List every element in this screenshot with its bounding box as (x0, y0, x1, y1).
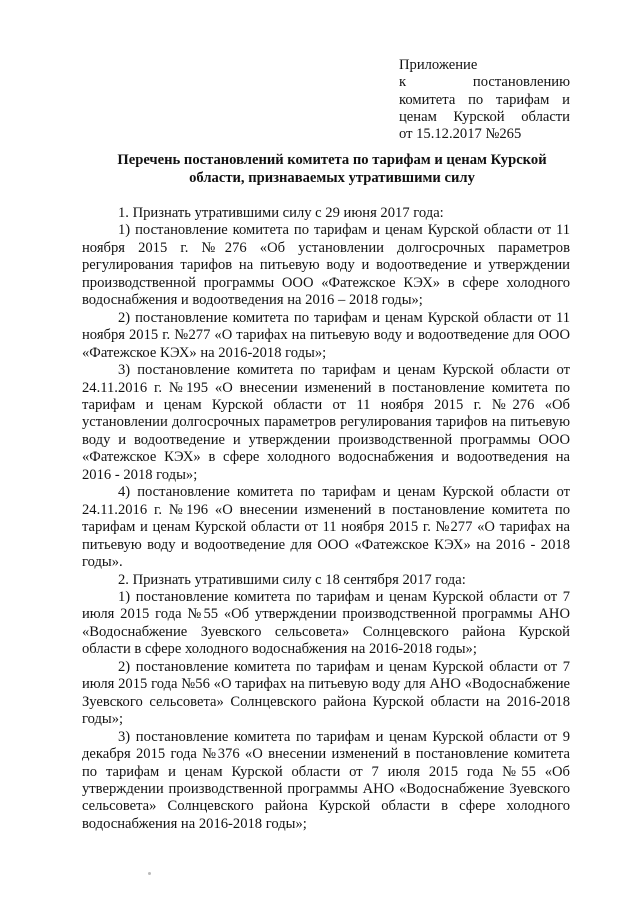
section-1-item-3: 3) постановление комитета по тарифам и ценам Курской области от 24.11.2016 г. №195 «О внесении изменений в постановление комитета по тарифам и ценам Курской области от 11 ноября 2015 г. №276 «Об установлении долгосрочных параметров регулирования тарифов на питьевую воду и водоотведение и утверждении производственной программы ООО «Фатежское КЭХ» в сфере холодного водоснабжения и водоотведения на 2016 - 2018 годы»; (82, 362, 570, 483)
document-body (82, 205, 570, 833)
appendix-line-1: Приложение (399, 57, 478, 73)
section-1-item-1: 1) постановление комитета по тарифам и ценам Курской области от 11 ноября 2015 г. №276 «Об установлении долгосрочных параметров регулирования тарифов на питьевую воду и водоотведение и утверждении производственной программы ООО «Фатежское КЭХ» в сфере холодного водоснабжения и водоотведения на 2016 – 2018 годы»; (82, 222, 570, 309)
appendix-line-3: комитета по тарифам и (399, 91, 570, 108)
appendix-line-2a: к (399, 74, 407, 91)
appendix-line-2 (399, 74, 570, 91)
section-2-item-3: 3) постановление комитета по тарифам и ценам Курской области от 9 декабря 2015 года №376 «О внесении изменений в постановление комитета по тарифам и ценам Курской области от 7 июля 2015 года №55 «Об утверждении производственной программы АНО «Водоснабжение Зуевского сельсовета» Солнцевского района Курской области в сфере холодного водоснабжения на 2016-2018 годы»; (82, 728, 570, 832)
title-line-2: области, признаваемых утратившими силу (189, 169, 475, 186)
section-1-item-4: 4) постановление комитета по тарифам и ценам Курской области от 24.11.2016 г. №196 «О внесении изменений в постановление комитета по тарифам и ценам Курской области от 11 ноября 2015 г. №277 «О тарифах на питьевую воду и водоотведение для ООО «Фатежское КЭХ» на 2016 - 2018 годы». (82, 484, 570, 571)
appendix-line-4: ценам Курской области (399, 108, 570, 125)
section-2-heading: 2. Признать утратившими силу с 18 сентября 2017 года: (118, 571, 466, 588)
title-line-1: Перечень постановлений комитета по тарифам и ценам Курской (117, 152, 547, 168)
section-1-item-2: 2) постановление комитета по тарифам и ценам Курской области от 11 ноября 2015 г. №277 «О тарифах на питьевую воду и водоотведение для ООО «Фатежское КЭХ» на 2016-2018 годы»; (82, 309, 570, 361)
section-1-heading: 1. Признать утратившими силу с 29 июня 2017 года: (118, 205, 444, 221)
document-title (82, 152, 582, 187)
section-2-item-2: 2) постановление комитета по тарифам и ценам Курской области от 7 июля 2015 года №56 «О тарифах на питьевую воду для АНО «Водоснабжение Зуевского сельсовета» Солнцевского района Курской области на 2016-2018 годы»; (82, 658, 570, 728)
scan-speck (148, 872, 151, 875)
appendix-line-5: от 15.12.2017 №265 (399, 126, 522, 143)
appendix-line-2b: постановлению (472, 74, 570, 91)
section-2-item-1: 1) постановление комитета по тарифам и ценам Курской области от 7 июля 2015 года №55 «Об утверждении производственной программы АНО «Водоснабжение Зуевского сельсовета» Солнцевского района Курской области в сфере холодного водоснабжения на 2016-2018 годы»; (82, 588, 570, 658)
appendix-block (399, 57, 570, 143)
